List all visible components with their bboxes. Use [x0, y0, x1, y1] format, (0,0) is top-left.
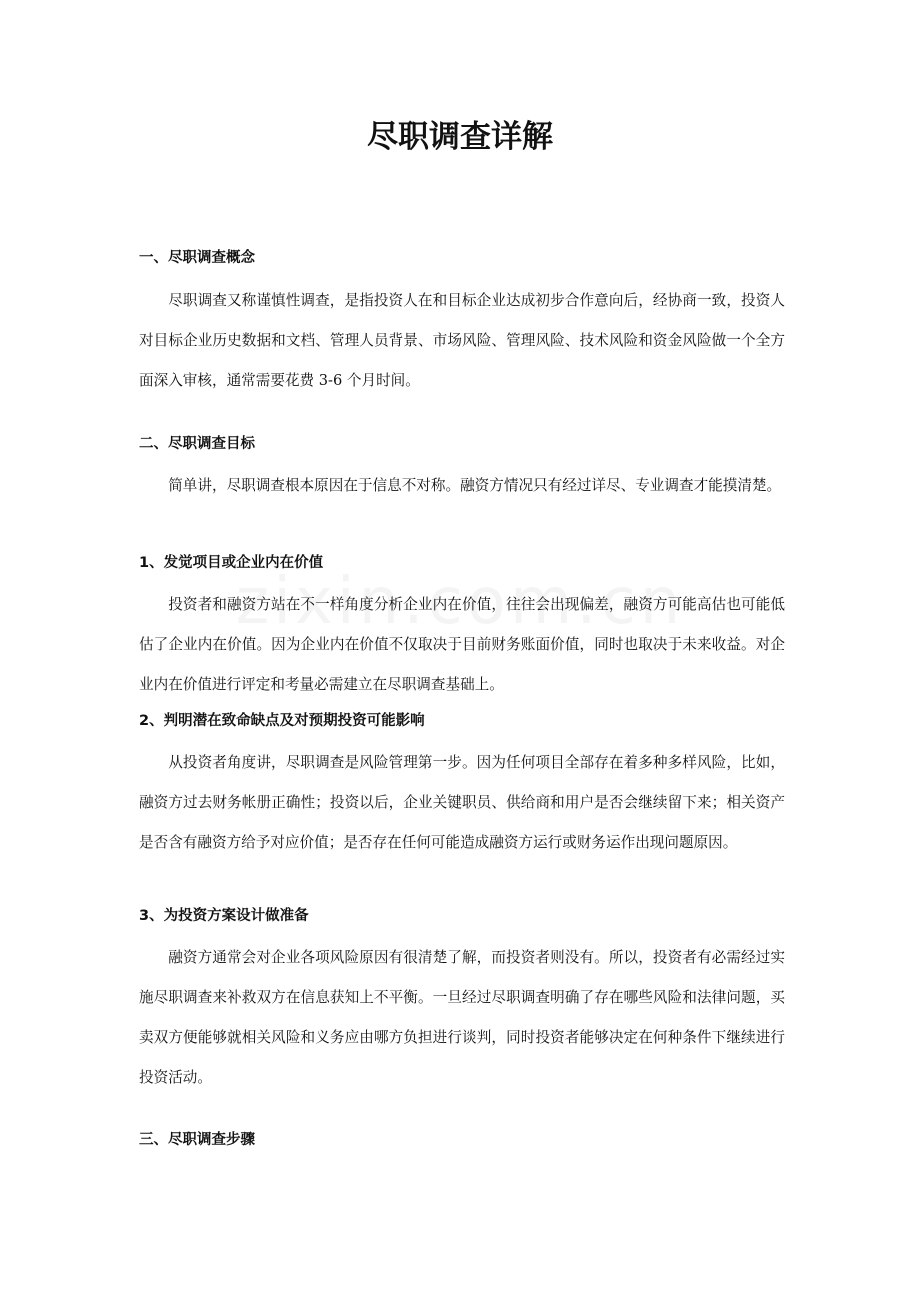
section-heading-goal: 二、尽职调查目标: [139, 436, 255, 452]
section-paragraph-concept: 尽职调查又称谨慎性调查，是指投资人在和目标企业达成初步合作意向后，经协商一致，投资人对目标企业历史数据和文档、管理人员背景、市场风险、管理风险、技术风险和资金风险做一个全方面深入审核，通常需要花费 3-6 个月时间。: [139, 292, 785, 389]
paragraph-discover-value: 投资者和融资方站在不一样角度分析企业内在价值，往往会出现偏差，融资方可能高估也可能低估了企业内在价值。因为企业内在价值不仅取决于目前财务账面价值，同时也取决于未来收益。对企业内在价值进行评定和考量必需建立在尽职调查基础上。: [139, 596, 785, 693]
subheading-discover-value: 1、发觉项目或企业内在价值: [139, 555, 324, 571]
subheading-fatal-flaws: 2、判明潜在致命缺点及对预期投资可能影响: [139, 713, 425, 729]
document-title: 尽职调查详解: [367, 119, 553, 155]
paragraph-plan-design: 融资方通常会对企业各项风险原因有很清楚了解，而投资者则没有。所以，投资者有必需经过实施尽职调查来补救双方在信息获知上不平衡。一旦经过尽职调查明确了存在哪些风险和法律问题，买卖双方便能够就相关风险和义务应由哪方负担进行谈判，同时投资者能够决定在何种条件下继续进行投资活动。: [139, 949, 785, 1086]
section-heading-steps: 三、尽职调查步骤: [139, 1132, 255, 1148]
paragraph-fatal-flaws: 从投资者角度讲，尽职调查是风险管理第一步。因为任何项目全部存在着多种多样风险，比如，融资方过去财务帐册正确性；投资以后，企业关键职员、供给商和用户是否会继续留下来；相关资产是否含有融资方给予对应价值；是否存在任何可能造成融资方运行或财务运作出现问题原因。: [139, 754, 785, 851]
section-paragraph-goal: 简单讲，尽职调查根本原因在于信息不对称。融资方情况只有经过详尽、专业调查才能摸清楚。: [168, 477, 782, 494]
section-heading-concept: 一、尽职调查概念: [139, 250, 255, 266]
subheading-plan-design: 3、为投资方案设计做准备: [139, 908, 309, 924]
